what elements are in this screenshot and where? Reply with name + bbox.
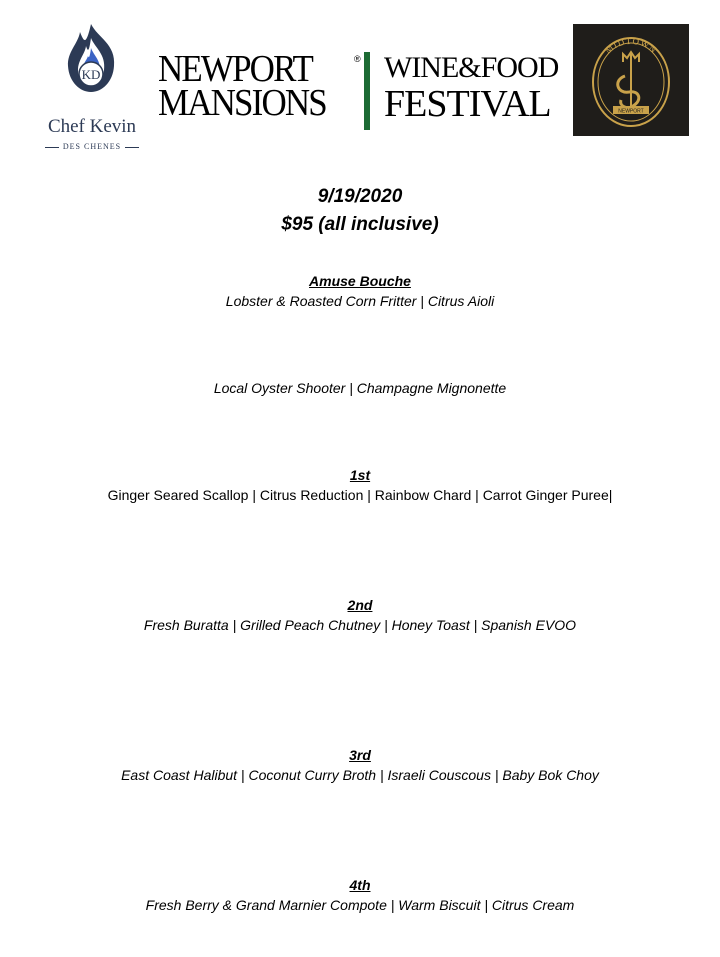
event-date: 9/19/2020 (317, 186, 403, 207)
newport-logo-line1: NEWPORT (158, 48, 312, 90)
course-dish-2nd: Fresh Buratta | Grilled Peach Chutney | Honey Toast | Spanish EVOO (143, 617, 577, 633)
festival-logo-line2: FESTIVAL (384, 83, 551, 125)
svg-text:NEWPORT: NEWPORT (618, 108, 644, 115)
course-heading-4th: 4th (349, 877, 371, 893)
chef-name: Chef Kevin (47, 116, 137, 137)
flame-icon (58, 22, 124, 94)
course-heading-3rd: 3rd (349, 747, 371, 763)
festival-logo-line1: WINE&FOOD (384, 51, 559, 84)
wine-food-festival-logo (384, 52, 569, 132)
course-heading-amuse-bouche: Amuse Bouche (309, 273, 411, 289)
course-heading-1st: 1st (349, 467, 371, 483)
course-dish-amuse-bouche: Lobster & Roasted Corn Fritter | Citrus Aioli (225, 293, 495, 309)
course-dish-oyster: Local Oyster Shooter | Champagne Mignonette (213, 380, 507, 396)
logo-divider (364, 52, 370, 130)
course-dish-1st: Ginger Seared Scallop | Citrus Reduction | Rainbow Chard | Carrot Ginger Puree| (107, 487, 613, 503)
newport-logo-line2: MANSIONS (158, 82, 326, 124)
course-dish-3rd: East Coast Halibut | Coconut Curry Broth | Israeli Couscous | Baby Bok Choy (121, 767, 599, 783)
chef-kevin-logo (36, 22, 148, 151)
newport-mansions-logo (158, 48, 361, 132)
registered-mark: ® (354, 54, 361, 64)
chef-subtitle: DES CHENES (36, 142, 148, 151)
midtown-logo (573, 24, 689, 136)
event-price: $95 (all inclusive) (281, 214, 439, 235)
course-dish-4th: Fresh Berry & Grand Marnier Compote | Warm Biscuit | Citrus Cream (145, 897, 575, 913)
course-heading-2nd: 2nd (347, 597, 373, 613)
svg-text:KD: KD (81, 67, 101, 82)
midtown-emblem-icon (573, 24, 689, 136)
svg-text:MIDTOWN: MIDTOWN (602, 35, 660, 56)
